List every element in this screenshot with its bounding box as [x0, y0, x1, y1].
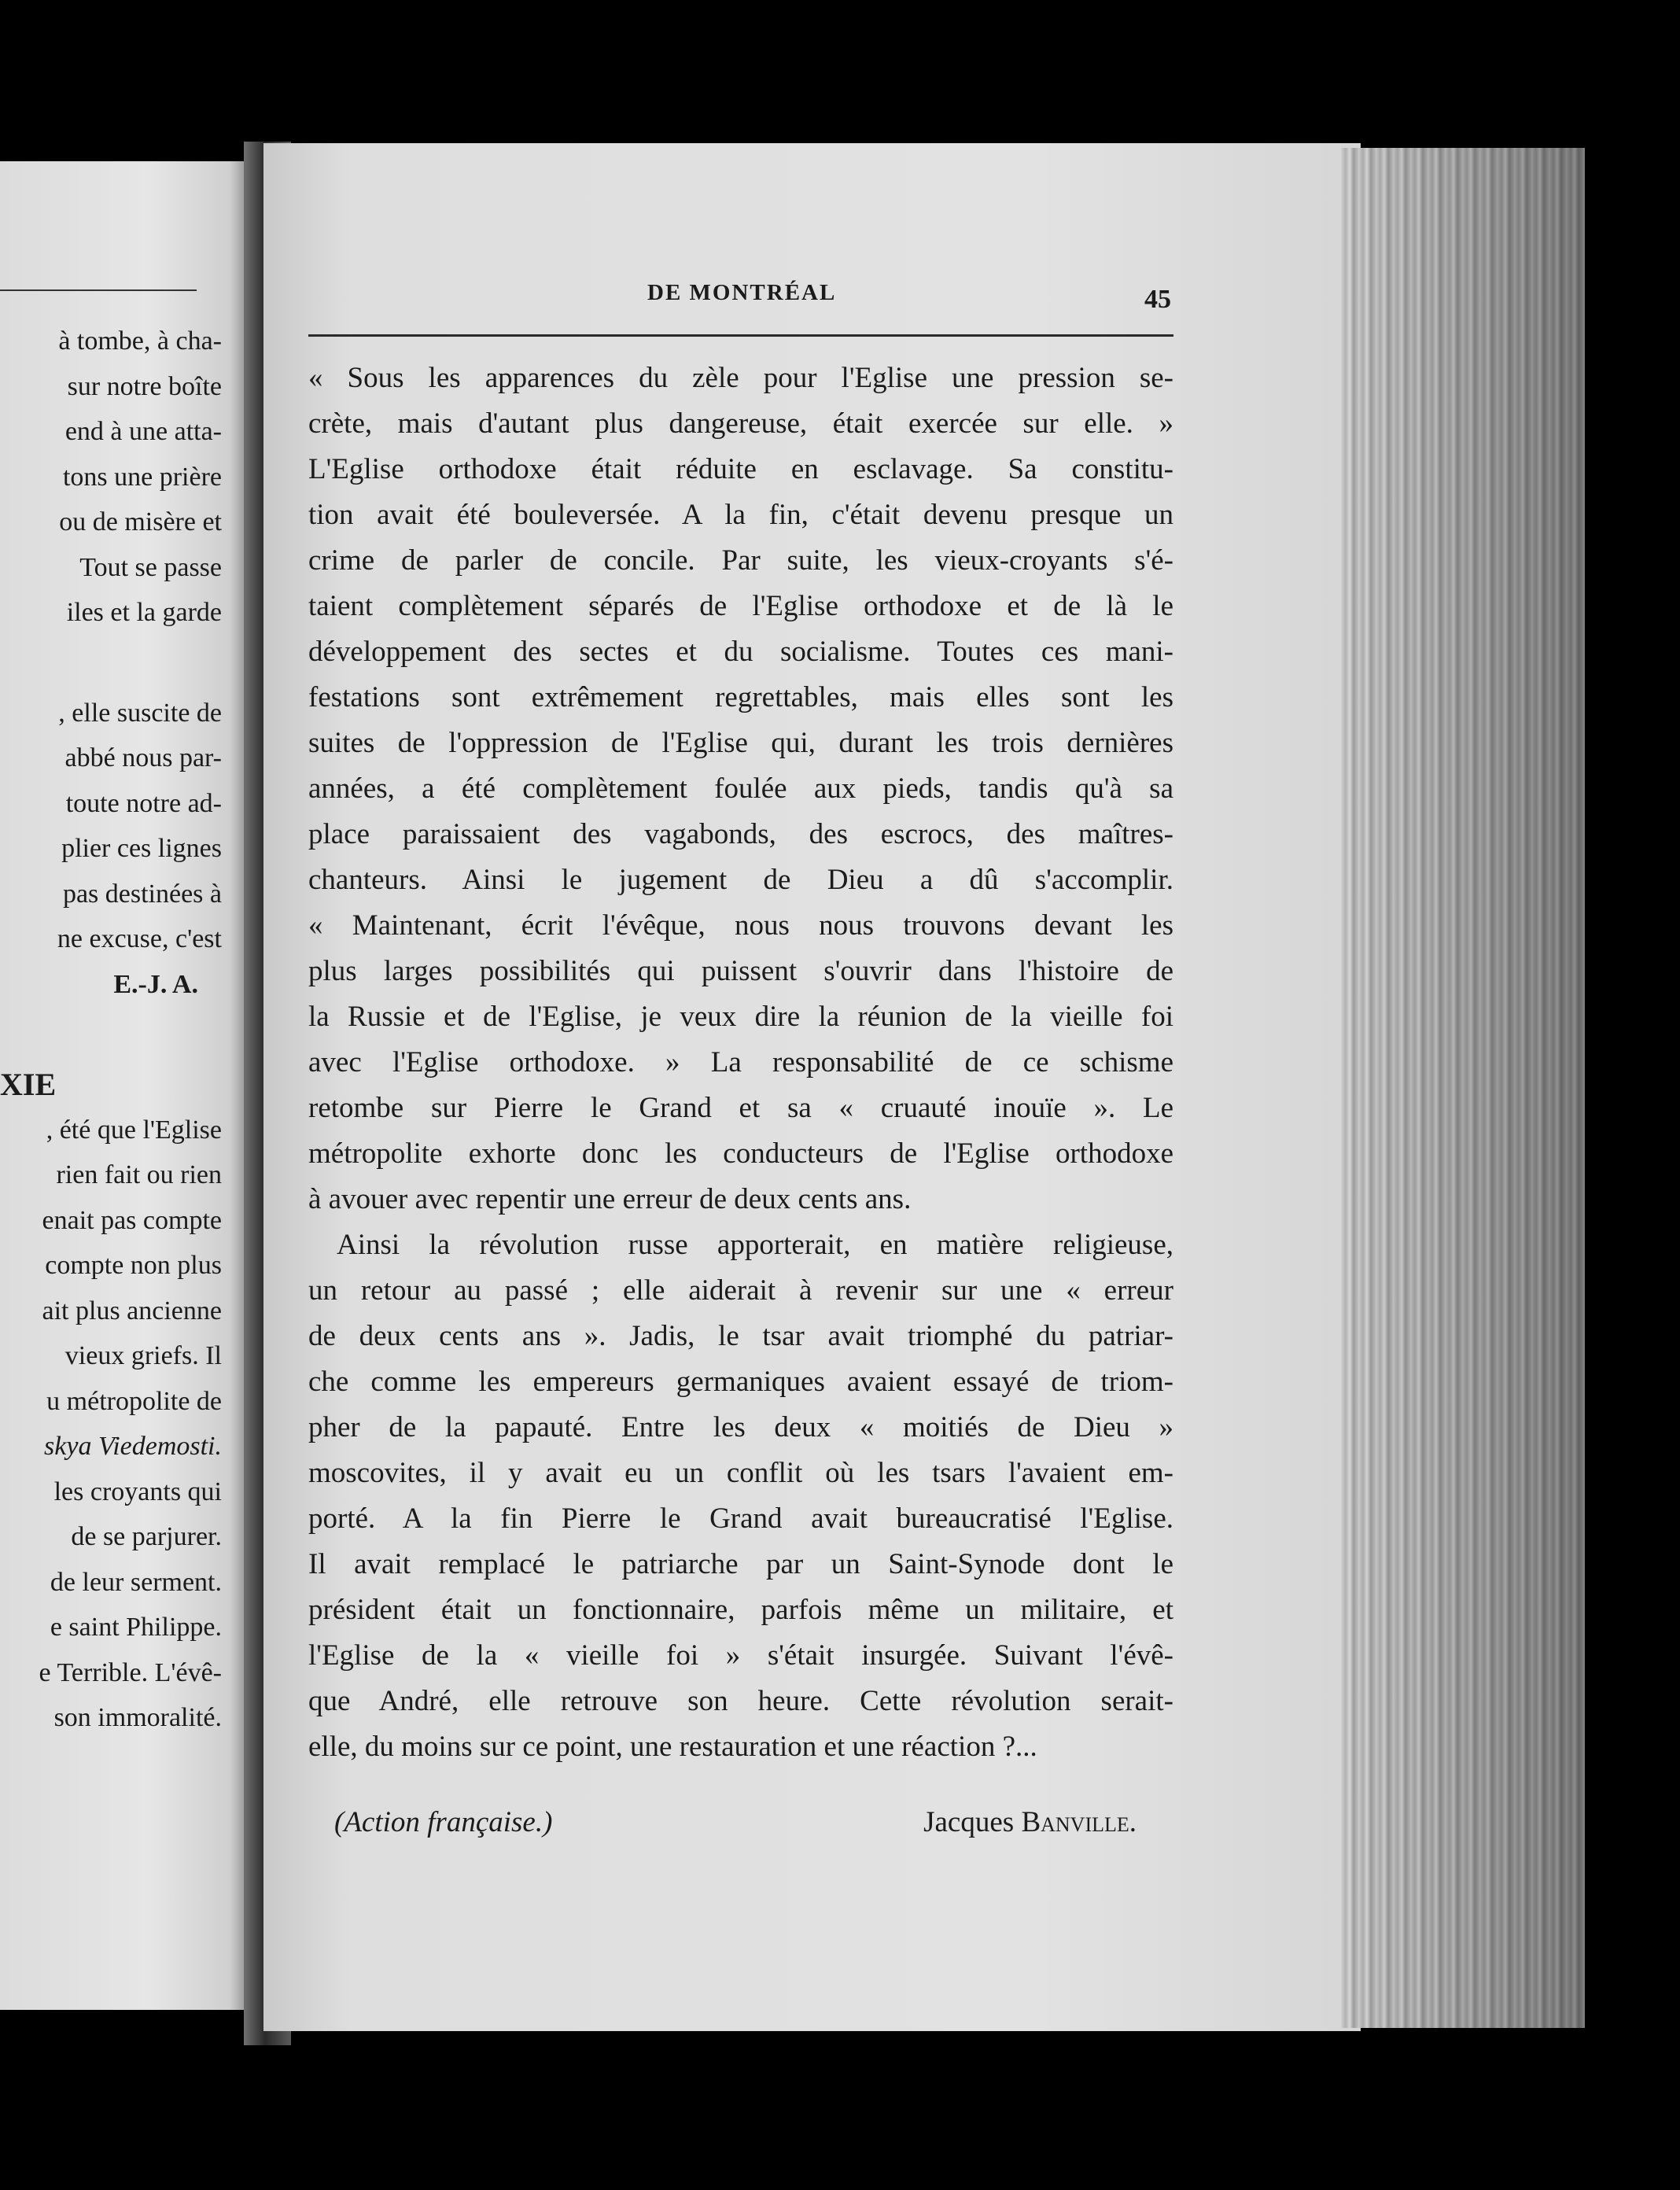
body-line: chanteurs. Ainsi le jugement de Dieu a dû s'accomplir.: [308, 864, 1173, 896]
left-line: de leur serment.: [50, 1567, 222, 1597]
left-line: Tout se passe: [79, 552, 222, 582]
left-line: vieux griefs. Il: [64, 1341, 222, 1370]
left-line: toute notre ad-: [65, 788, 222, 818]
body-line: festations sont extrêmement regrettables, mais elles sont les: [308, 681, 1173, 713]
body-line: elle, du moins sur ce point, une restauration et une réaction ?...: [308, 1731, 1037, 1763]
body-line: années, a été complètement foulée aux pieds, tandis qu'à sa: [308, 772, 1173, 805]
body-line: à avouer avec repentir une erreur de deux cents ans.: [308, 1183, 912, 1215]
article-body: [308, 356, 1173, 1770]
body-line: la Russie et de l'Eglise, je veux dire la réunion de la vieille foi: [308, 1001, 1173, 1033]
left-line: tons une prière: [62, 462, 222, 492]
left-page-header-rule: [0, 289, 197, 291]
left-page-text: [0, 319, 222, 1741]
body-line: que André, elle retrouve son heure. Cette révolution serait-: [308, 1685, 1173, 1717]
body-line: plus larges possibilités qui puissent s'ouvrir dans l'histoire de: [308, 955, 1173, 987]
body-line: Il avait remplacé le patriarche par un Saint-Synode dont le: [308, 1548, 1173, 1580]
body-line: suites de l'oppression de l'Eglise qui, durant les trois dernières: [308, 727, 1173, 759]
left-line: end à une atta-: [64, 417, 222, 446]
left-page: [0, 161, 250, 2010]
author-signature: [923, 1805, 1137, 1839]
left-section-heading: XIE: [0, 1067, 57, 1102]
body-line: président était un fonctionnaire, parfois même un militaire, et: [308, 1594, 1173, 1626]
body-line: taient complètement séparés de l'Eglise orthodoxe et de là le: [308, 590, 1173, 622]
body-line: avec l'Eglise orthodoxe. » La responsabilité de ce schisme: [308, 1046, 1173, 1078]
body-line: tion avait été bouleversée. A la fin, c'était devenu presque un: [308, 499, 1173, 531]
body-line: Ainsi la révolution russe apporterait, en matière religieuse,: [337, 1229, 1173, 1261]
left-line: abbé nous par-: [64, 743, 222, 772]
page-number: 45: [1144, 285, 1171, 314]
section-gap: [0, 1007, 222, 1062]
left-line: à tombe, à cha-: [58, 326, 222, 356]
paragraph-gap: [0, 636, 222, 691]
body-line: moscovites, il y avait eu un conflit où les tsars l'avaient em-: [308, 1457, 1173, 1489]
body-line: retombe sur Pierre le Grand et sa « cruauté inouïe ». Le: [308, 1092, 1173, 1124]
body-line: l'Eglise de la « vieille foi » s'était insurgée. Suivant l'évê-: [308, 1639, 1173, 1672]
body-line: « Maintenant, écrit l'évêque, nous nous trouvons devant les: [308, 909, 1173, 942]
left-line: sur notre boîte: [67, 371, 222, 401]
left-line: , été que l'Eglise: [46, 1115, 222, 1145]
left-line: compte non plus: [45, 1251, 222, 1280]
running-head: DE MONTRÉAL: [647, 280, 837, 305]
body-line: crète, mais d'autant plus dangereuse, était exercée sur elle. »: [308, 407, 1173, 440]
body-line: pher de la papauté. Entre les deux « moitiés de Dieu »: [308, 1411, 1173, 1443]
left-line: u métropolite de: [46, 1386, 222, 1416]
body-line: de deux cents ans ». Jadis, le tsar avait triomphé du patriar-: [308, 1320, 1173, 1352]
left-line: pas destinées à: [62, 879, 222, 909]
left-line: skya Viedemosti.: [44, 1432, 222, 1461]
source-citation: (Action française.): [334, 1806, 553, 1838]
left-line: plier ces lignes: [61, 834, 222, 863]
author-last-name: Banville.: [1021, 1806, 1137, 1838]
left-line: e saint Philippe.: [50, 1613, 222, 1642]
body-line: « Sous les apparences du zèle pour l'Eglise une pression se-: [308, 362, 1173, 394]
body-line: développement des sectes et du socialisme. Toutes ces mani-: [308, 636, 1173, 668]
header-rule: [308, 334, 1173, 337]
left-line: les croyants qui: [53, 1477, 222, 1506]
left-line: son immoralité.: [53, 1703, 222, 1732]
left-line: enait pas compte: [42, 1205, 222, 1235]
body-line: che comme les empereurs germaniques avaient essayé de triom-: [308, 1366, 1173, 1398]
left-line: ait plus ancienne: [42, 1296, 222, 1325]
left-line: rien fait ou rien: [56, 1160, 222, 1189]
body-line: crime de parler de concile. Par suite, les vieux-croyants s'é-: [308, 544, 1173, 577]
author-first-name: Jacques: [923, 1806, 1015, 1838]
body-line: porté. A la fin Pierre le Grand avait bureaucratisé l'Eglise.: [308, 1502, 1173, 1535]
left-line: ne excuse, c'est: [57, 924, 222, 953]
body-line: un retour au passé ; elle aiderait à revenir sur une « erreur: [308, 1274, 1173, 1307]
body-line: L'Eglise orthodoxe était réduite en esclavage. Sa constitu-: [308, 453, 1173, 485]
left-line: , elle suscite de: [58, 698, 222, 728]
left-signature: E.-J. A.: [113, 969, 198, 999]
left-line: de se parjurer.: [71, 1522, 222, 1551]
body-line: métropolite exhorte donc les conducteurs de l'Eglise orthodoxe: [308, 1137, 1173, 1170]
left-line: iles et la garde: [66, 598, 222, 627]
left-line: e Terrible. L'évê-: [39, 1657, 222, 1687]
body-line: place paraissaient des vagabonds, des escrocs, des maîtres-: [308, 818, 1173, 850]
left-line: ou de misère et: [59, 507, 222, 536]
page-block-shade: [1341, 148, 1585, 2028]
